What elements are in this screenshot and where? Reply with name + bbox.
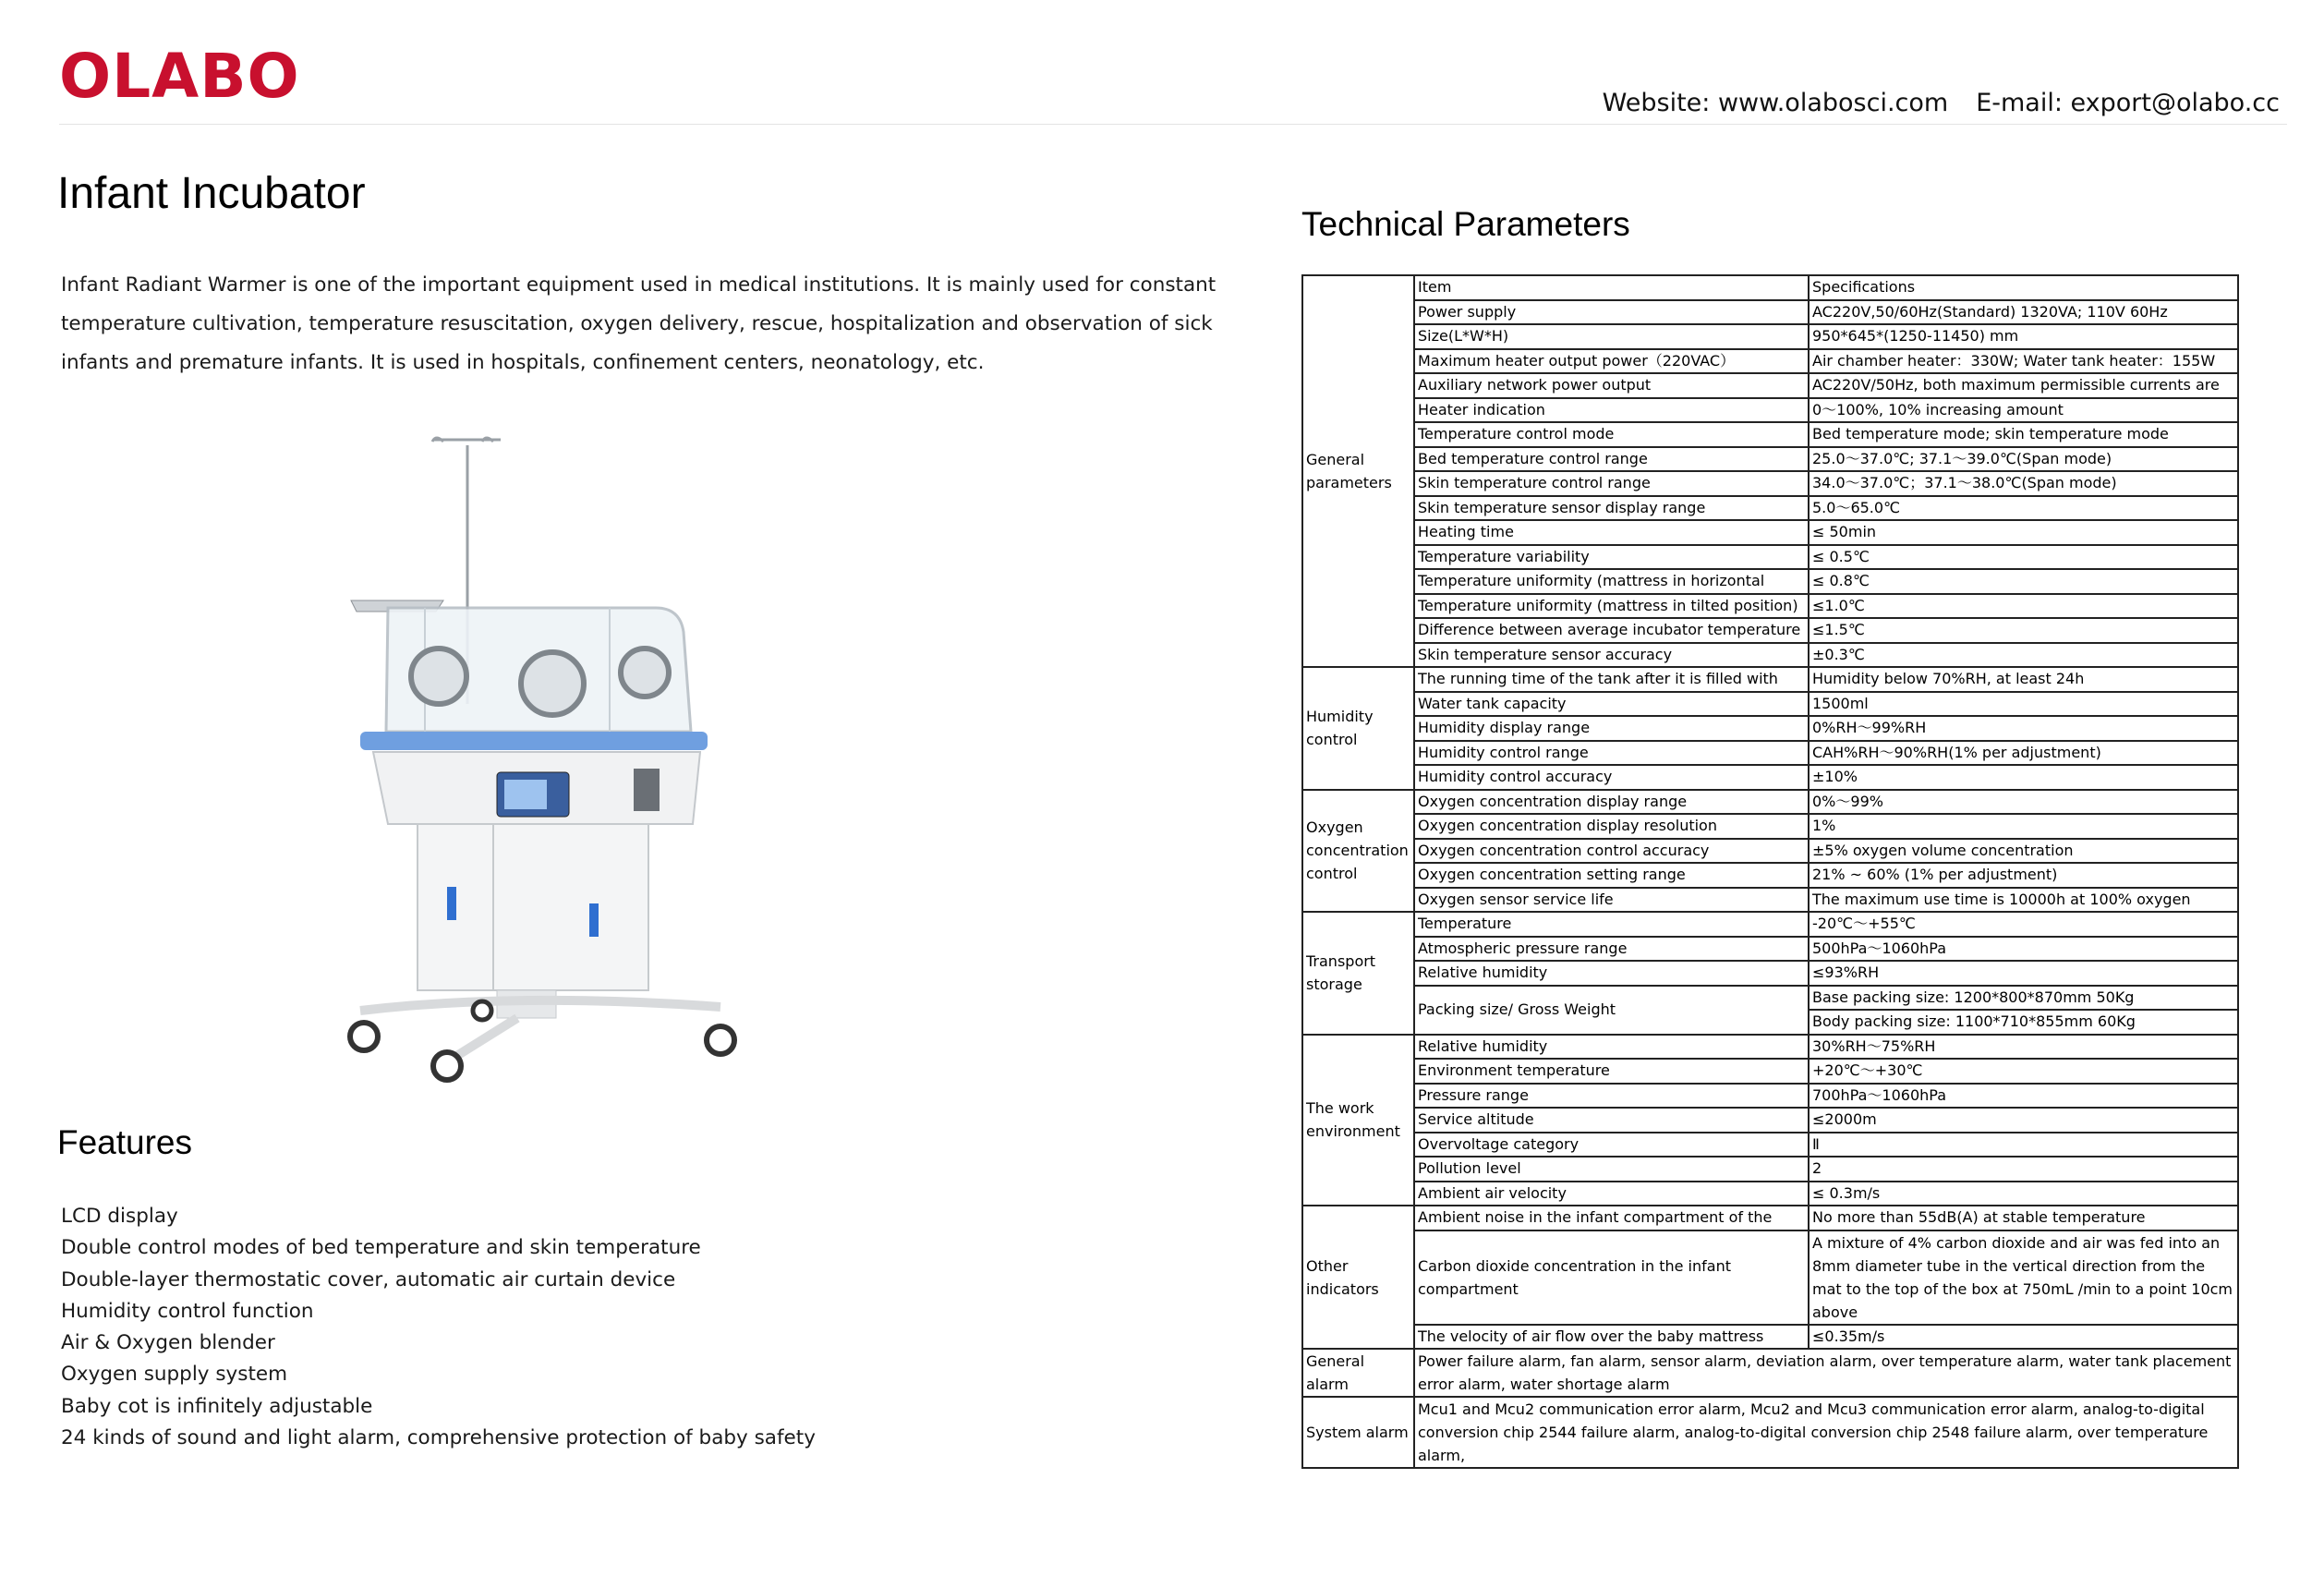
- table-row: [1302, 912, 2238, 937]
- group-label-other: Other indicators: [1302, 1206, 1414, 1349]
- table-row: [1302, 765, 2238, 790]
- item-cell: Oxygen concentration display range: [1414, 790, 1809, 815]
- spec-cell: 34.0～37.0℃；37.1～38.0℃(Span mode): [1809, 471, 2238, 496]
- table-row: [1302, 1157, 2238, 1182]
- header-divider: [59, 124, 2287, 125]
- feature-item: Humidity control function: [61, 1299, 314, 1323]
- item-cell: Difference between average incubator temperature: [1414, 618, 1809, 643]
- item-cell: Temperature control mode: [1414, 422, 1809, 447]
- group-label-oxygen: Oxygen concentration control: [1302, 790, 1414, 913]
- item-cell: Skin temperature control range: [1414, 471, 1809, 496]
- alarm-text-cell: Power failure alarm, fan alarm, sensor alarm, deviation alarm, over temperature alarm, water tank placement error alarm, water shortage alarm: [1414, 1349, 2238, 1397]
- spec-cell: AC220V/50Hz, both maximum permissible currents are: [1809, 373, 2238, 398]
- table-row: [1302, 422, 2238, 447]
- item-cell: Ambient noise in the infant compartment of the: [1414, 1206, 1809, 1230]
- table-row: [1302, 398, 2238, 423]
- incubator-product-image: [333, 427, 757, 1083]
- item-cell: The velocity of air flow over the baby mattress: [1414, 1325, 1809, 1350]
- spec-cell: 0%RH～99%RH: [1809, 716, 2238, 741]
- feature-item: Double-layer thermostatic cover, automatic air curtain device: [61, 1267, 676, 1291]
- table-row: [1302, 373, 2238, 398]
- group-label-alarm: General alarm: [1302, 1349, 1414, 1397]
- table-row: [1302, 275, 2238, 300]
- table-row: [1302, 545, 2238, 570]
- item-cell: Temperature uniformity (mattress in tilted position): [1414, 594, 1809, 619]
- spec-cell: The maximum use time is 10000h at 100% oxygen: [1809, 888, 2238, 913]
- item-cell: Heater indication: [1414, 398, 1809, 423]
- spec-cell: ±5% oxygen volume concentration: [1809, 839, 2238, 864]
- table-row: [1302, 1325, 2238, 1350]
- item-cell: Humidity control accuracy: [1414, 765, 1809, 790]
- item-cell: Temperature: [1414, 912, 1809, 937]
- table-row: [1302, 520, 2238, 545]
- intro-paragraph: [61, 266, 1216, 382]
- item-cell: Bed temperature control range: [1414, 447, 1809, 472]
- table-row: [1302, 1397, 2238, 1468]
- spec-cell: 500hPa～1060hPa: [1809, 937, 2238, 962]
- table-row: [1302, 741, 2238, 766]
- spec-cell: ≤ 0.5℃: [1809, 545, 2238, 570]
- table-row: [1302, 618, 2238, 643]
- table-row: [1302, 986, 2238, 1011]
- spec-cell: ≤1.0℃: [1809, 594, 2238, 619]
- item-cell: Environment temperature: [1414, 1059, 1809, 1084]
- item-cell: Humidity control range: [1414, 741, 1809, 766]
- item-cell: Water tank capacity: [1414, 692, 1809, 717]
- table-row: [1302, 839, 2238, 864]
- tech-params-table: [1301, 274, 2239, 1469]
- table-row: [1302, 716, 2238, 741]
- table-row: [1302, 1108, 2238, 1133]
- intro-line: temperature cultivation, temperature resuscitation, oxygen delivery, rescue, hospitalization and observation of sick: [61, 312, 1213, 335]
- table-row: [1302, 349, 2238, 374]
- spec-cell: ≤1.5℃: [1809, 618, 2238, 643]
- features-heading: Features: [57, 1123, 193, 1161]
- item-cell: Oxygen concentration display resolution: [1414, 814, 1809, 839]
- table-row: [1302, 569, 2238, 594]
- table-row: [1302, 863, 2238, 888]
- spec-cell: 5.0～65.0℃: [1809, 496, 2238, 521]
- item-header-cell: Item: [1414, 275, 1809, 300]
- table-row: [1302, 1230, 2238, 1325]
- item-cell: Packing size/ Gross Weight: [1414, 986, 1809, 1035]
- item-cell: Oxygen concentration setting range: [1414, 863, 1809, 888]
- table-row: [1302, 790, 2238, 815]
- feature-item: Double control modes of bed temperature and skin temperature: [61, 1236, 701, 1260]
- group-label-transport: Transport storage: [1302, 912, 1414, 1035]
- table-row: [1302, 471, 2238, 496]
- item-cell: Relative humidity: [1414, 961, 1809, 986]
- spec-cell: 2: [1809, 1157, 2238, 1182]
- item-cell: Ambient air velocity: [1414, 1182, 1809, 1206]
- feature-item: Oxygen supply system: [61, 1363, 288, 1387]
- item-cell: Temperature variability: [1414, 545, 1809, 570]
- table-row: [1302, 937, 2238, 962]
- spec-header-cell: Specifications: [1809, 275, 2238, 300]
- table-row: [1302, 1084, 2238, 1109]
- spec-cell: 25.0～37.0℃; 37.1～39.0℃(Span mode): [1809, 447, 2238, 472]
- spec-cell: 0～100%, 10% increasing amount: [1809, 398, 2238, 423]
- table-row: [1302, 1059, 2238, 1084]
- table-row: [1302, 1182, 2238, 1206]
- table-row: [1302, 447, 2238, 472]
- table-row: [1302, 594, 2238, 619]
- spec-cell: 21% ~ 60% (1% per adjustment): [1809, 863, 2238, 888]
- spec-cell: 950*645*(1250-11450) mm: [1809, 324, 2238, 349]
- table-row: [1302, 1133, 2238, 1158]
- item-cell: Maximum heater output power（220VAC）: [1414, 349, 1809, 374]
- spec-cell: A mixture of 4% carbon dioxide and air was fed into an 8mm diameter tube in the vertical direction from the mat to the top of the box at 750mL /min to a point 10cm above: [1809, 1230, 2238, 1325]
- page-title: Infant Incubator: [57, 169, 366, 218]
- contact-info: [1603, 89, 2280, 117]
- spec-cell: -20℃～+55℃: [1809, 912, 2238, 937]
- email-text: E-mail: export@olabo.cc: [1976, 89, 2280, 117]
- item-cell: Temperature uniformity (mattress in horizontal: [1414, 569, 1809, 594]
- spec-cell: Bed temperature mode; skin temperature mode: [1809, 422, 2238, 447]
- table-row: [1302, 324, 2238, 349]
- item-cell: Carbon dioxide concentration in the infant compartment: [1414, 1230, 1809, 1325]
- intro-line: infants and premature infants. It is used in hospitals, confinement centers, neonatology, etc.: [61, 351, 985, 374]
- olabo-logo: OLABO: [59, 41, 300, 112]
- spec-cell: ≤2000m: [1809, 1108, 2238, 1133]
- spec-cell: Body packing size: 1100*710*855mm 60Kg: [1809, 1010, 2238, 1035]
- item-cell: Relative humidity: [1414, 1035, 1809, 1060]
- feature-item: Baby cot is infinitely adjustable: [61, 1394, 373, 1418]
- item-cell: Heating time: [1414, 520, 1809, 545]
- tech-params-heading: Technical Parameters: [1301, 205, 1630, 243]
- item-cell: Overvoltage category: [1414, 1133, 1809, 1158]
- spec-cell: 1500ml: [1809, 692, 2238, 717]
- item-cell: Pollution level: [1414, 1157, 1809, 1182]
- item-cell: Atmospheric pressure range: [1414, 937, 1809, 962]
- item-cell: Skin temperature sensor display range: [1414, 496, 1809, 521]
- item-cell: Humidity display range: [1414, 716, 1809, 741]
- spec-cell: ≤ 0.8℃: [1809, 569, 2238, 594]
- spec-cell: 30%RH～75%RH: [1809, 1035, 2238, 1060]
- spec-cell: ≤ 0.3m/s: [1809, 1182, 2238, 1206]
- table-row: [1302, 667, 2238, 692]
- table-row: [1302, 300, 2238, 325]
- feature-item: LCD display: [61, 1205, 178, 1228]
- spec-cell: No more than 55dB(A) at stable temperature: [1809, 1206, 2238, 1230]
- group-label-system: System alarm: [1302, 1397, 1414, 1468]
- table-row: [1302, 888, 2238, 913]
- spec-cell: 1%: [1809, 814, 2238, 839]
- table-row: [1302, 692, 2238, 717]
- item-cell: Oxygen sensor service life: [1414, 888, 1809, 913]
- spec-cell: ≤ 50min: [1809, 520, 2238, 545]
- spec-cell: AC220V,50/60Hz(Standard) 1320VA; 110V 60Hz: [1809, 300, 2238, 325]
- spec-cell: +20℃～+30℃: [1809, 1059, 2238, 1084]
- spec-cell: ±0.3℃: [1809, 643, 2238, 668]
- table-row: [1302, 1206, 2238, 1230]
- item-cell: Size(L*W*H): [1414, 324, 1809, 349]
- feature-item: Air & Oxygen blender: [61, 1331, 275, 1355]
- spec-cell: Ⅱ: [1809, 1133, 2238, 1158]
- item-cell: The running time of the tank after it is filled with: [1414, 667, 1809, 692]
- item-cell: Power supply: [1414, 300, 1809, 325]
- website-text: Website: www.olabosci.com: [1602, 89, 1949, 117]
- spec-cell: 700hPa～1060hPa: [1809, 1084, 2238, 1109]
- spec-cell: Air chamber heater：330W; Water tank heater：155W: [1809, 349, 2238, 374]
- spec-cell: CAH%RH～90%RH(1% per adjustment): [1809, 741, 2238, 766]
- table-row: [1302, 1349, 2238, 1397]
- group-label-work: The work environment: [1302, 1035, 1414, 1206]
- tech-params-body: [1302, 275, 2238, 1468]
- table-row: [1302, 643, 2238, 668]
- table-row: [1302, 496, 2238, 521]
- group-label-general: General parameters: [1302, 275, 1414, 667]
- item-cell: Oxygen concentration control accuracy: [1414, 839, 1809, 864]
- group-label-humidity: Humidity control: [1302, 667, 1414, 790]
- item-cell: Auxiliary network power output: [1414, 373, 1809, 398]
- table-row: [1302, 814, 2238, 839]
- spec-cell: Base packing size: 1200*800*870mm 50Kg: [1809, 986, 2238, 1011]
- spec-cell: ≤93%RH: [1809, 961, 2238, 986]
- intro-line: Infant Radiant Warmer is one of the important equipment used in medical institutions. It is mainly used for constant: [61, 273, 1216, 297]
- system-alarm-text-cell: Mcu1 and Mcu2 communication error alarm, Mcu2 and Mcu3 communication error alarm, analog-to-digital conversion chip 2544 failure alarm, analog-to-digital conversion chip 2548 failure alarm, over temperature alarm,: [1414, 1397, 2238, 1468]
- item-cell: Skin temperature sensor accuracy: [1414, 643, 1809, 668]
- features-list: [61, 1201, 816, 1454]
- feature-item: 24 kinds of sound and light alarm, comprehensive protection of baby safety: [61, 1426, 816, 1450]
- item-cell: Service altitude: [1414, 1108, 1809, 1133]
- table-row: [1302, 961, 2238, 986]
- table-row: [1302, 1035, 2238, 1060]
- spec-cell: ±10%: [1809, 765, 2238, 790]
- spec-cell: Humidity below 70%RH, at least 24h: [1809, 667, 2238, 692]
- item-cell: Pressure range: [1414, 1084, 1809, 1109]
- spec-cell: ≤0.35m/s: [1809, 1325, 2238, 1350]
- spec-cell: 0%～99%: [1809, 790, 2238, 815]
